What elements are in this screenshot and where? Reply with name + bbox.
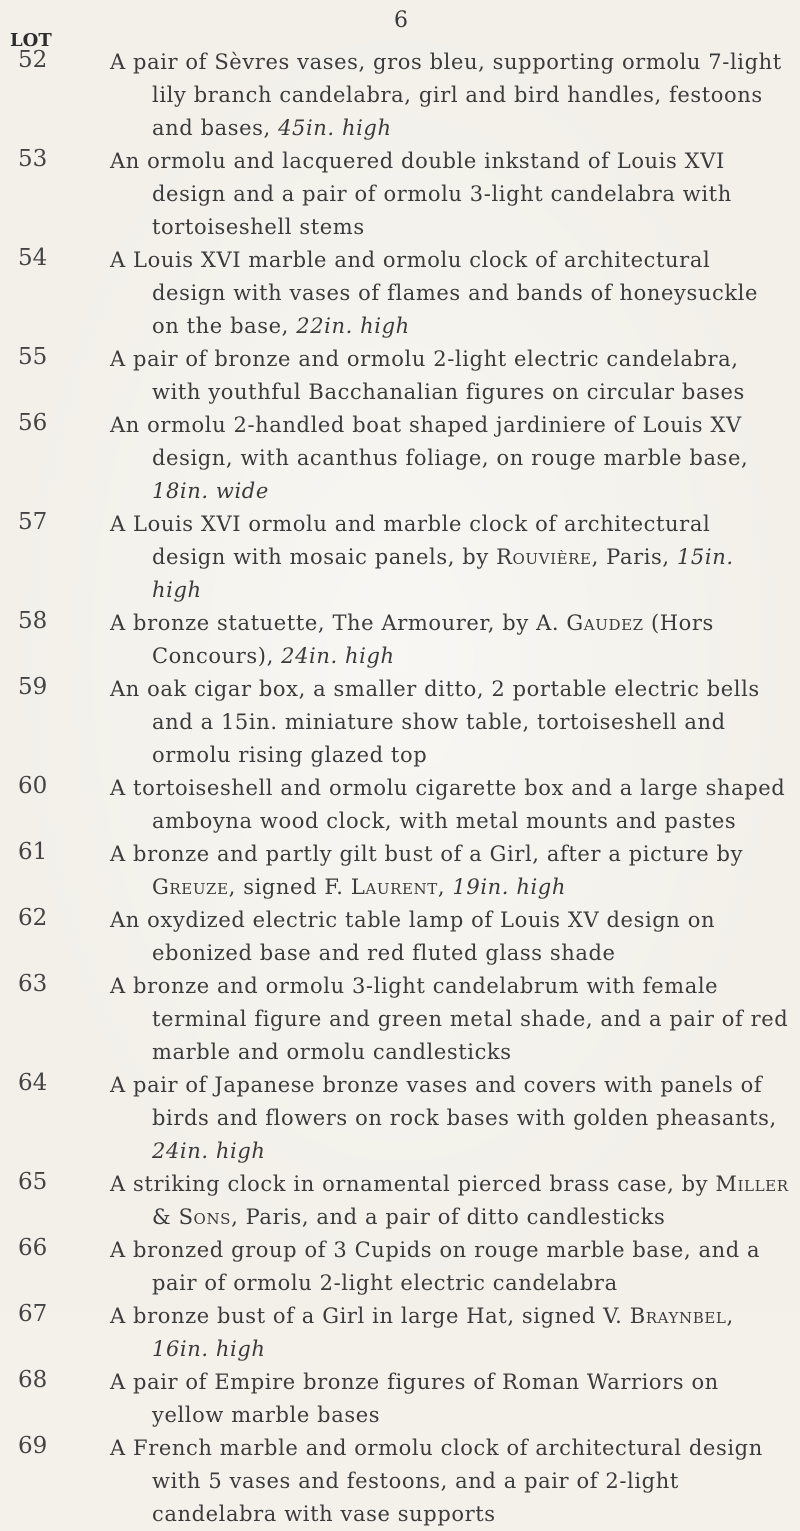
lot-entry <box>0 772 800 838</box>
lot-description-text: A bronze and partly gilt bust of a Girl, after a picture by <box>110 842 744 866</box>
lot-entry <box>0 970 800 1069</box>
lot-entry <box>0 244 800 343</box>
lot-number: 64 <box>18 1070 48 1096</box>
lot-entry <box>0 904 800 970</box>
lot-entry <box>0 1168 800 1234</box>
lot-entry <box>0 343 800 409</box>
lot-description <box>110 244 790 343</box>
lot-description-text: A bronze statuette, The Armourer, by A. <box>110 611 567 635</box>
lot-description-text: A bronze and ormolu 3-light candelabrum with female terminal figure and green metal shade, and a pair of red marble and ormolu candlesticks <box>110 974 789 1064</box>
lot-description-text: 16in. high <box>152 1337 266 1361</box>
lot-description-text: An ormolu and lacquered double inkstand of Louis XVI design and a pair of ormolu 3-light candelabra with tortoiseshell stems <box>110 149 732 239</box>
lot-description <box>110 1234 790 1300</box>
lot-description-text: A Louis XVI marble and ormolu clock of architectural design with vases of flames and bands of honeysuckle on the base, <box>110 248 759 338</box>
lot-number: 62 <box>18 905 48 931</box>
lot-description-text: , signed F. <box>228 875 351 899</box>
lot-description <box>110 772 790 838</box>
lot-description <box>110 1069 790 1168</box>
lot-description <box>110 508 790 607</box>
lot-description-text: Gaudez <box>566 611 644 635</box>
lot-description-text: A pair of Empire bronze figures of Roman Warriors on yellow marble bases <box>110 1370 719 1427</box>
lot-number: 65 <box>18 1169 48 1195</box>
lot-entry <box>0 46 800 145</box>
lot-description-text: 18in. wide <box>152 479 269 503</box>
lot-description-text: Braynbel <box>629 1304 727 1328</box>
lot-number: 57 <box>18 509 48 535</box>
lot-description-text: , Paris, and a pair of ditto candlesticks <box>231 1205 666 1229</box>
lot-description-text: A striking clock in ornamental pierced brass case, by <box>110 1172 716 1196</box>
lot-description-text: (Hors Concours), <box>152 611 714 668</box>
lot-description-text: Miller & Sons <box>152 1172 789 1229</box>
lot-list <box>0 46 800 1531</box>
lot-entry <box>0 145 800 244</box>
lot-description-text: Rouvière <box>496 545 592 569</box>
lot-entry <box>0 1234 800 1300</box>
lot-description-text: An oak cigar box, a smaller ditto, 2 portable electric bells and a 15in. miniature show table, tortoiseshell and ormolu rising glazed top <box>110 677 760 767</box>
lot-number: 60 <box>18 773 48 799</box>
lot-description <box>110 607 790 673</box>
lot-description <box>110 673 790 772</box>
lot-description-text: Greuze <box>152 875 229 899</box>
lot-description-text: An oxydized electric table lamp of Louis XV design on ebonized base and red fluted glass shade <box>110 908 716 965</box>
lot-number: 68 <box>18 1367 48 1393</box>
page-number: 6 <box>394 8 408 33</box>
lot-entry <box>0 673 800 772</box>
lot-number: 61 <box>18 839 48 865</box>
lot-description-text: A pair of bronze and ormolu 2-light electric candelabra, with youthful Bacchanalian figures on circular bases <box>110 347 745 404</box>
lot-number: 67 <box>18 1301 48 1327</box>
lot-description <box>110 1300 790 1366</box>
lot-number: 55 <box>18 344 48 370</box>
lot-description <box>110 1432 790 1531</box>
lot-entry <box>0 838 800 904</box>
lot-description <box>110 46 790 145</box>
lot-description-text: 22in. high <box>296 314 410 338</box>
lot-number: 56 <box>18 410 48 436</box>
lot-description <box>110 1366 790 1432</box>
lot-entry <box>0 1300 800 1366</box>
lot-description <box>110 1168 790 1234</box>
lot-description-text: , Paris, <box>591 545 677 569</box>
lot-description <box>110 970 790 1069</box>
lot-entry <box>0 607 800 673</box>
lot-description-text: Laurent <box>350 875 438 899</box>
lot-description <box>110 409 790 508</box>
lot-description-text: 45in. high <box>278 116 392 140</box>
lot-entry <box>0 409 800 508</box>
lot-description-text: 19in. high <box>452 875 566 899</box>
lot-entry <box>0 508 800 607</box>
lot-description <box>110 904 790 970</box>
lot-number: 54 <box>18 245 48 271</box>
lot-entry <box>0 1366 800 1432</box>
lot-description-text: , <box>726 1304 734 1328</box>
lot-description-text: A pair of Japanese bronze vases and covers with panels of birds and flowers on rock bases with golden pheasants, <box>110 1073 777 1130</box>
lot-description <box>110 145 790 244</box>
lot-description-text: A bronzed group of 3 Cupids on rouge marble base, and a pair of ormolu 2-light electric candelabra <box>110 1238 761 1295</box>
lot-number: 59 <box>18 674 48 700</box>
lot-number: 58 <box>18 608 48 634</box>
lot-number: 69 <box>18 1433 48 1459</box>
lot-description-text: A French marble and ormolu clock of architectural design with 5 vases and festoons, and a pair of 2-light candelabra with vase supports <box>110 1436 763 1526</box>
lot-description-text: A Louis XVI ormolu and marble clock of architectural design with mosaic panels, by <box>110 512 711 569</box>
lot-description-text: , <box>437 875 453 899</box>
lot-description <box>110 343 790 409</box>
lot-number: 66 <box>18 1235 48 1261</box>
lot-entry <box>0 1069 800 1168</box>
lot-description-text: A tortoiseshell and ormolu cigarette box and a large shaped amboyna wood clock, with metal mounts and pastes <box>110 776 786 833</box>
lot-description-text: A bronze bust of a Girl in large Hat, signed V. <box>110 1304 630 1328</box>
lot-description-text: 15in. high <box>152 545 734 602</box>
lot-entry <box>0 1432 800 1531</box>
lot-column-header: LOT <box>10 30 52 51</box>
lot-description-text: 24in. high <box>152 1139 266 1163</box>
lot-description <box>110 838 790 904</box>
lot-description-text: A pair of Sèvres vases, gros bleu, supporting ormolu 7-light lily branch candelabra, girl and bird handles, festoons and bases, <box>110 50 782 140</box>
lot-number: 63 <box>18 971 48 997</box>
lot-description-text: An ormolu 2-handled boat shaped jardiniere of Louis XV design, with acanthus foliage, on rouge marble base, <box>110 413 749 470</box>
lot-number: 53 <box>18 146 48 172</box>
lot-description-text: 24in. high <box>281 644 395 668</box>
lot-number: 52 <box>18 47 48 73</box>
